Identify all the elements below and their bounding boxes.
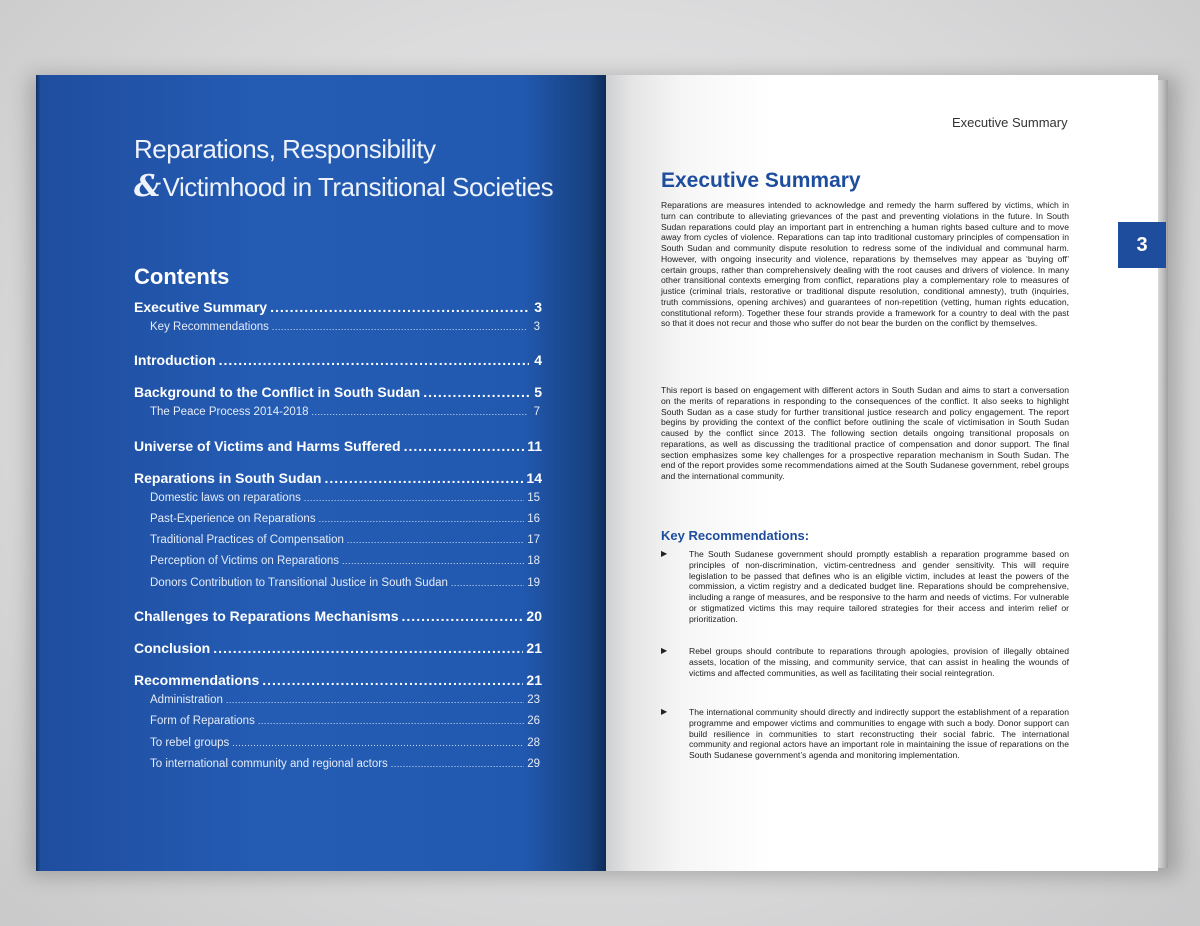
contents-heading: Contents <box>134 264 230 289</box>
recommendation-text: Rebel groups should contribute to reparations through apologies, provision of illegally obtained assets, location of the missing, and community service, that can assist in healing the wounds of victims and affected communities, as well as facilitating their social reintegration. <box>689 646 1069 678</box>
toc-page: 19 <box>527 576 540 589</box>
running-head: Executive Summary <box>952 115 1068 130</box>
toc-entry-traditional-practices[interactable] <box>134 534 542 555</box>
toc-entry-reparations-in-south-sudan[interactable] <box>134 470 542 492</box>
toc-entry-domestic-laws[interactable] <box>134 492 542 513</box>
toc-page: 17 <box>527 534 540 547</box>
toc-label: Recommendations <box>134 672 260 689</box>
toc-leader <box>319 514 525 524</box>
toc-page: 15 <box>527 491 540 504</box>
toc-leader <box>324 470 523 486</box>
body-paragraph-2: This report is based on engagement with different actors in South Sudan and aims to start a conversation on the merits of reparations in responding to the consequences of the conflict. It also seeks to highlight South Sudan as a case study for further transitional justice research and policy engagement. The report begins by providing the context of the conflict before outlining the scale of victimisation in South Sudan caused by the conflict since 2013. The following section details ongoing transitional proposals on reparations, as well as discussing the traditional practice of compensation and donor support. The final section emphasizes some key challenges for a prospective reparation mechanism in South Sudan. The end of the report provides some recommendations aimed at the South Sudanese government, rebel groups and the international community. <box>661 385 1069 481</box>
toc-page: 3 <box>534 299 542 315</box>
left-page-edge <box>36 75 40 871</box>
toc-page: 20 <box>526 608 542 625</box>
toc-entry-introduction[interactable] <box>134 352 542 374</box>
toc-leader <box>219 352 529 368</box>
book-title-line1: Reparations, Responsibility <box>134 134 436 164</box>
toc-leader <box>258 716 524 726</box>
book-title <box>134 131 553 206</box>
toc-page: 21 <box>526 640 542 657</box>
toc-page: 3 <box>533 321 540 333</box>
toc-entry-form-of-reparations[interactable] <box>134 715 542 736</box>
toc-leader <box>402 608 524 624</box>
toc-entry-universe-of-victims[interactable] <box>134 438 542 460</box>
toc-page: 21 <box>526 672 542 689</box>
toc-page: 26 <box>527 715 540 728</box>
toc-entry-to-rebel-groups[interactable] <box>134 737 542 758</box>
toc-leader <box>423 384 529 400</box>
toc-leader <box>304 493 524 503</box>
toc-entry-perception-of-victims[interactable] <box>134 555 542 576</box>
toc-page: 7 <box>533 406 540 419</box>
book-title-line2 <box>134 168 553 206</box>
toc-label: Donors Contribution to Transitional Justice in South Sudan <box>150 576 448 589</box>
toc-page: 29 <box>527 757 540 770</box>
triangle-bullet-icon: ▶ <box>661 549 668 558</box>
toc-label: Introduction <box>134 352 216 369</box>
toc-page: 28 <box>527 736 540 749</box>
toc-entry-conclusion[interactable] <box>134 640 542 662</box>
toc-entry-challenges[interactable] <box>134 608 542 630</box>
toc-label: Traditional Practices of Compensation <box>150 534 344 547</box>
toc-label: Challenges to Reparations Mechanisms <box>134 608 399 625</box>
toc-label: Executive Summary <box>134 299 268 315</box>
toc-leader <box>232 738 524 748</box>
toc-leader <box>213 640 523 656</box>
toc-leader <box>404 438 525 454</box>
triangle-bullet-icon: ▶ <box>661 646 668 655</box>
page-number-tab: 3 <box>1118 222 1166 268</box>
toc-label: Past-Experience on Reparations <box>150 512 316 525</box>
toc-label: Universe of Victims and Harms Suffered <box>134 437 401 454</box>
toc-label: Domestic laws on reparations <box>150 491 301 504</box>
section-title: Executive Summary <box>661 169 861 192</box>
page-stack-edge <box>1158 80 1168 868</box>
table-of-contents <box>134 299 542 779</box>
triangle-bullet-icon: ▶ <box>661 707 668 716</box>
toc-label: Perception of Victims on Reparations <box>150 555 339 568</box>
toc-leader <box>270 299 529 315</box>
toc-entry-executive-summary[interactable] <box>134 299 542 321</box>
toc-entry-to-international-community[interactable] <box>134 758 542 779</box>
toc-page: 18 <box>527 555 540 568</box>
toc-label: Reparations in South Sudan <box>134 469 322 486</box>
toc-leader <box>262 672 523 688</box>
toc-label: To rebel groups <box>150 736 230 749</box>
toc-leader <box>272 322 527 332</box>
toc-page: 11 <box>527 437 542 454</box>
toc-label: Form of Reparations <box>150 715 255 728</box>
recommendation-item <box>661 646 1069 678</box>
key-recommendations-heading: Key Recommendations: <box>661 528 810 543</box>
toc-leader <box>226 695 524 705</box>
toc-label: Conclusion <box>134 640 211 657</box>
recommendation-item <box>661 707 1069 761</box>
toc-label: Background to the Conflict in South Sudan <box>134 384 421 401</box>
toc-leader <box>451 578 524 588</box>
recommendation-item <box>661 549 1069 624</box>
book-title-line2-text: Victimhood in Transitional Societies <box>162 172 554 202</box>
toc-page: 23 <box>527 694 540 707</box>
toc-label: Key Recommendations <box>150 321 269 333</box>
toc-page: 4 <box>534 352 542 369</box>
body-paragraph-1: Reparations are measures intended to acknowledge and remedy the harm suffered by victims, which in turn can contribute to alleviating grievances of the past and preventing violations in the future. In South Sudan reparations could play an important part in entrenching a human rights based culture and to move away from cycles of violence. Reparations can tap into traditional customary principles of compensation in South Sudan and community dispute resolution to redress some of the individual and communal harm. However, with ongoing insecurity and violence, reparations by themselves may appear as ‘buying off’ certain groups, rather than comprehensively dealing with the root causes and drivers of violence. In many other transitional contexts emerging from conflict, reparations play a complementary role to measures of justice (criminal trials, restorative or traditional dispute resolution, conditional amnesty), truth (inquiries, truth commissions, opening archives) and guarantees of non-repetition (vetting, human rights education, constitutional reform). Together these four strands provide a framework for a country to deal with the past so that it does not recur and those who suffer do not bear the burden on the conflict by themselves. <box>661 200 1069 329</box>
toc-label: Administration <box>150 694 223 707</box>
toc-leader <box>312 407 527 417</box>
toc-entry-key-recommendations[interactable] <box>134 321 542 342</box>
toc-entry-peace-process[interactable] <box>134 406 542 427</box>
recommendation-text: The South Sudanese government should promptly establish a reparation programme based on principles of non-discrimination, victim-centredness and gender sensitivity. This will require legislation to be passed that defines who is an eligible victim, includes at least the powers of the commission, a victim registry and a dedicated budget line. Reparations should be comprehensive, including a range of measures, and be responsive to the harm and needs of victims. For vulnerable or stigmatized victims this may require tailored strategies for their access and interim relief or prioritization. <box>689 549 1069 624</box>
recommendation-text: The international community should directly and indirectly support the establishment of a reparation programme and empower victims and communities to engage with such a body. Donor support can build resilience in communities to start reconstructing their social fabric. The international community and regional actors have an important role in maintaining the issue of reparations on the South Sudanese government’s agenda and monitoring implementation. <box>689 707 1069 760</box>
toc-entry-donors-contribution[interactable] <box>134 577 542 598</box>
toc-label: To international community and regional actors <box>150 757 388 770</box>
toc-label: The Peace Process 2014-2018 <box>150 406 309 419</box>
toc-entry-background[interactable] <box>134 384 542 406</box>
ampersand-logo: & <box>134 169 161 204</box>
toc-page: 14 <box>526 469 542 486</box>
toc-entry-administration[interactable] <box>134 694 542 715</box>
toc-leader <box>391 759 524 769</box>
toc-entry-past-experience[interactable] <box>134 513 542 534</box>
toc-page: 5 <box>534 384 542 401</box>
toc-page: 16 <box>527 512 540 525</box>
toc-leader <box>347 535 524 545</box>
toc-leader <box>342 556 524 566</box>
toc-entry-recommendations[interactable] <box>134 672 542 694</box>
